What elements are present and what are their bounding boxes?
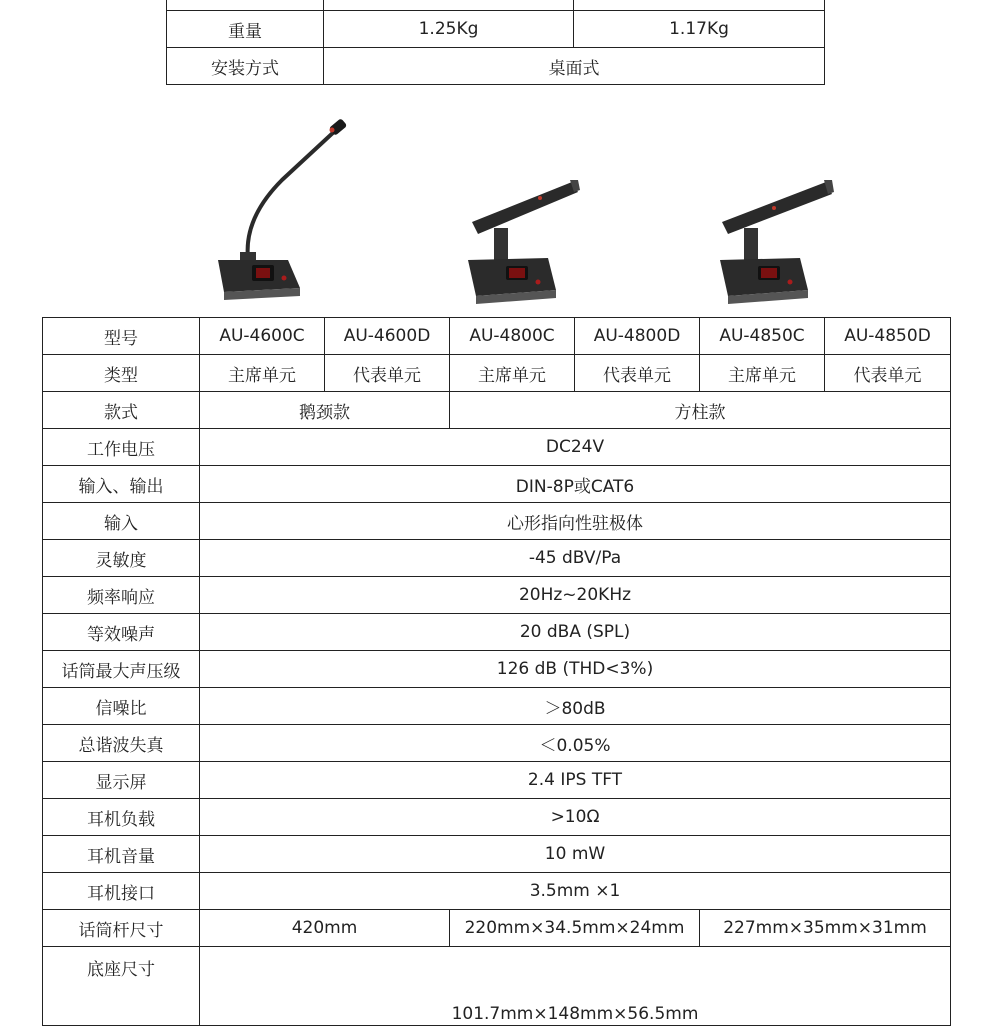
weight-install-table <box>166 0 825 85</box>
row-value: DIN-8P或CAT6 <box>200 466 951 503</box>
weight-value-4600: 1.25Kg <box>324 11 574 48</box>
table-row <box>43 947 951 1026</box>
row-value: 20Hz~20KHz <box>200 577 951 614</box>
model-cell: AU-4850C <box>700 318 825 355</box>
model-cell: AU-4800D <box>575 318 700 355</box>
table-row <box>43 540 951 577</box>
row-value: ＜0.05% <box>200 725 951 762</box>
row-value: 3.5mm ×1 <box>200 873 951 910</box>
table-row <box>43 392 951 429</box>
base-size-value: 101.7mm×148mm×56.5mm <box>200 947 951 1026</box>
table-row <box>43 873 951 910</box>
model-cell: AU-4800C <box>450 318 575 355</box>
row-label: 总谐波失真 <box>43 725 200 762</box>
table-row <box>43 614 951 651</box>
model-cell: AU-4600C <box>200 318 325 355</box>
row-value: 20 dBA (SPL) <box>200 614 951 651</box>
row-label: 显示屏 <box>43 762 200 799</box>
table-row <box>167 11 825 48</box>
table-row <box>43 836 951 873</box>
table-row <box>43 466 951 503</box>
row-label: 灵敏度 <box>43 540 200 577</box>
table-row <box>167 48 825 85</box>
row-label: 频率响应 <box>43 577 200 614</box>
table-row <box>43 910 951 947</box>
row-label: 类型 <box>43 355 200 392</box>
product-image-column-4850 <box>662 110 912 310</box>
table-row <box>43 762 951 799</box>
row-label: 工作电压 <box>43 429 200 466</box>
table-row <box>43 725 951 762</box>
table-row <box>43 318 951 355</box>
cell-value <box>324 0 574 11</box>
row-label: 输入 <box>43 503 200 540</box>
style-cell: 鹅颈款 <box>200 392 450 429</box>
table-row <box>43 577 951 614</box>
row-label: 耳机负载 <box>43 799 200 836</box>
type-cell: 主席单元 <box>450 355 575 392</box>
type-cell: 代表单元 <box>825 355 951 392</box>
row-label: 型号 <box>43 318 200 355</box>
row-label: 重量 <box>167 11 324 48</box>
row-label: 话筒最大声压级 <box>43 651 200 688</box>
table-row <box>43 355 951 392</box>
column-microphone-icon <box>410 110 660 310</box>
row-label: 信噪比 <box>43 688 200 725</box>
table-row <box>167 0 825 11</box>
row-value: 心形指向性驻极体 <box>200 503 951 540</box>
table-row <box>43 503 951 540</box>
column-microphone-icon <box>662 110 912 310</box>
row-value: -45 dBV/Pa <box>200 540 951 577</box>
row-value: 10 mW <box>200 836 951 873</box>
product-image-column-4800 <box>410 110 660 310</box>
row-value: >10Ω <box>200 799 951 836</box>
mic-size-cell: 420mm <box>200 910 450 947</box>
spec-table <box>42 317 951 1026</box>
type-cell: 主席单元 <box>700 355 825 392</box>
type-cell: 主席单元 <box>200 355 325 392</box>
row-label: 安装方式 <box>167 48 324 85</box>
row-label: 底座尺寸 <box>43 947 200 1026</box>
table-row <box>43 799 951 836</box>
install-method-value: 桌面式 <box>324 48 825 85</box>
model-cell: AU-4850D <box>825 318 951 355</box>
row-label: 输入、输出 <box>43 466 200 503</box>
row-value: DC24V <box>200 429 951 466</box>
table-row <box>43 651 951 688</box>
mic-size-cell: 220mm×34.5mm×24mm <box>450 910 700 947</box>
type-cell: 代表单元 <box>575 355 700 392</box>
row-value: ＞80dB <box>200 688 951 725</box>
mic-size-cell: 227mm×35mm×31mm <box>700 910 951 947</box>
weight-value-4800: 1.17Kg <box>574 11 825 48</box>
row-label: 话筒杆尺寸 <box>43 910 200 947</box>
row-label: 耳机接口 <box>43 873 200 910</box>
row-label: 款式 <box>43 392 200 429</box>
gooseneck-microphone-icon <box>160 110 410 310</box>
model-cell: AU-4600D <box>325 318 450 355</box>
table-row <box>43 688 951 725</box>
row-value: 126 dB (THD<3%) <box>200 651 951 688</box>
row-label: 耳机音量 <box>43 836 200 873</box>
style-cell: 方柱款 <box>450 392 951 429</box>
row-label: 等效噪声 <box>43 614 200 651</box>
product-image-gooseneck <box>160 110 410 310</box>
type-cell: 代表单元 <box>325 355 450 392</box>
cell-value <box>574 0 825 11</box>
table-row <box>43 429 951 466</box>
row-value: 2.4 IPS TFT <box>200 762 951 799</box>
row-label <box>167 0 324 11</box>
